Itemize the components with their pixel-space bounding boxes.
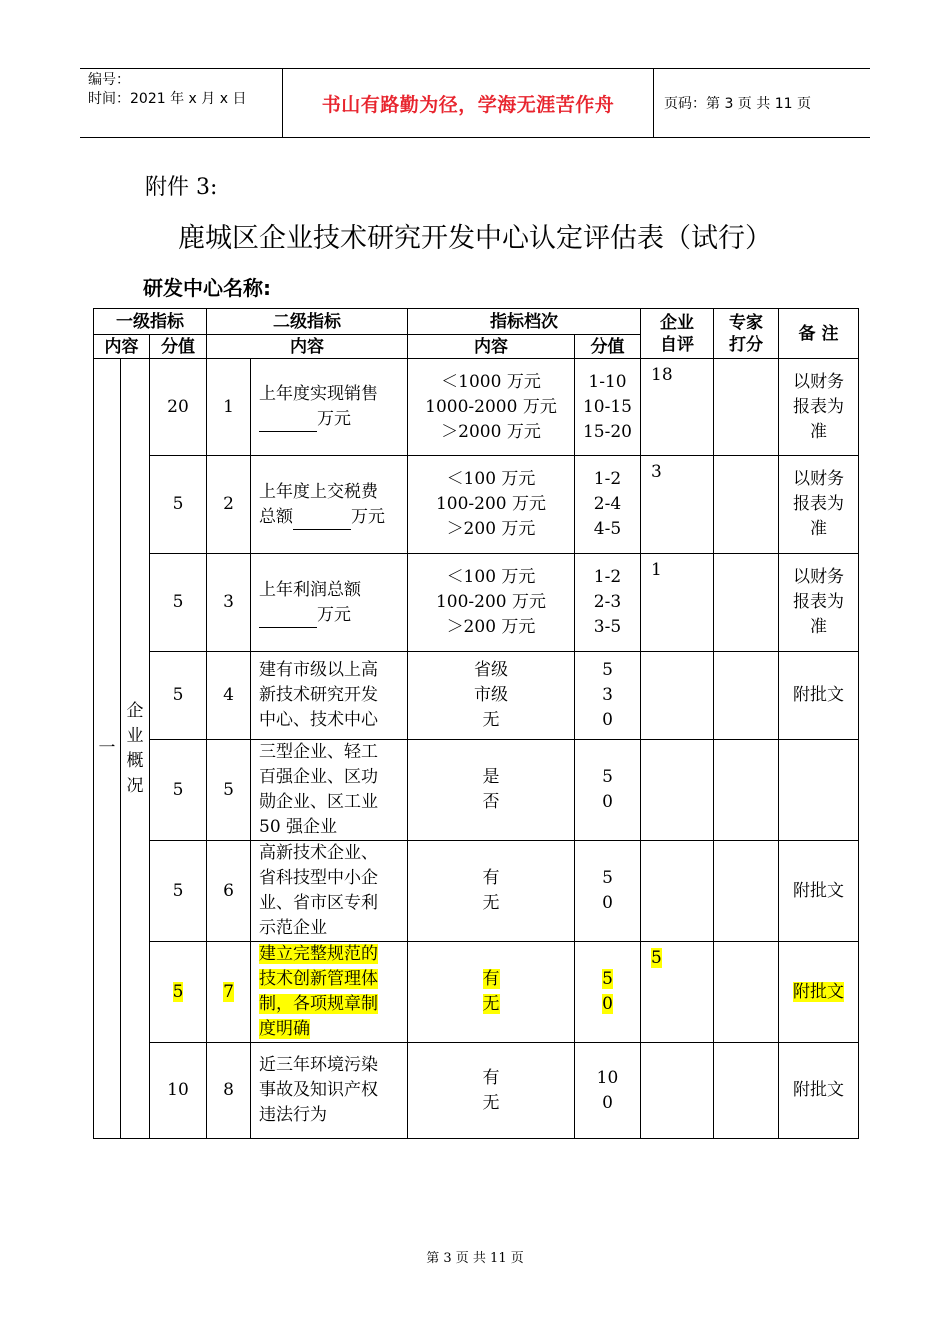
row-content-line xyxy=(259,992,407,1017)
row-self-eval: 18 xyxy=(641,359,714,456)
unit-text: 万元 xyxy=(351,506,385,527)
row-self-eval xyxy=(641,652,714,740)
points-line: 0 xyxy=(602,710,613,730)
grade-line xyxy=(408,992,574,1017)
head-l2-content: 内容 xyxy=(207,335,408,359)
row-content xyxy=(251,942,408,1043)
grade-line xyxy=(408,967,574,992)
row-content-line xyxy=(259,967,407,992)
row-self-eval: 3 xyxy=(641,456,714,554)
highlight-mark: 7 xyxy=(223,981,234,1002)
row-content-line: 50 强企业 xyxy=(259,817,338,837)
row-remark xyxy=(779,554,859,652)
head-grade: 指标档次 xyxy=(408,309,641,335)
points-line: 5 xyxy=(602,868,613,888)
table-row xyxy=(94,652,859,740)
head-level2: 二级指标 xyxy=(207,309,408,335)
row-content-line: 近三年环境污染 xyxy=(259,1055,378,1075)
number-label: 编号： xyxy=(88,72,130,88)
row-remark xyxy=(779,359,859,456)
row-content-line: 建有市级以上高 xyxy=(259,660,378,680)
table-row-highlighted xyxy=(94,942,859,1043)
fill-blank[interactable] xyxy=(259,609,317,628)
points-line: 10-15 xyxy=(582,396,632,417)
grade-line: 有 xyxy=(482,868,500,888)
table-row xyxy=(94,740,859,841)
row-content-line: 新技术研究开发 xyxy=(259,685,378,705)
row-points xyxy=(575,841,641,942)
points-line: 3 xyxy=(602,685,613,705)
table-row xyxy=(94,1043,859,1139)
group-name-char: 业 xyxy=(126,725,144,746)
row-content-line: 违法行为 xyxy=(259,1105,327,1125)
row-content-line: 高新技术企业、 xyxy=(259,843,378,863)
grade-line: ＜100 万元 xyxy=(446,469,536,489)
points-line: 4-5 xyxy=(593,519,622,539)
row-score: 5 xyxy=(150,456,207,554)
unit-text: 万元 xyxy=(317,604,351,625)
header-row-1 xyxy=(94,309,859,335)
points-line xyxy=(575,992,640,1017)
row-self-eval xyxy=(641,841,714,942)
row-score: 5 xyxy=(150,554,207,652)
group-number: 一 xyxy=(94,359,121,1139)
page-header xyxy=(80,68,870,138)
highlight-mark: 5 xyxy=(602,969,613,989)
head-expert xyxy=(714,309,779,359)
points-line: 10 xyxy=(596,1067,619,1088)
head-self-eval xyxy=(641,309,714,359)
row-points xyxy=(575,740,641,841)
row-content-line xyxy=(259,407,407,432)
grade-line: ＞2000 万元 xyxy=(441,421,541,442)
row-points xyxy=(575,942,641,1043)
row-remark xyxy=(779,652,859,740)
points-line: 3-5 xyxy=(593,617,622,637)
remark-line: 以财务 xyxy=(793,567,844,587)
points-line: 1-10 xyxy=(588,371,627,392)
row-grade xyxy=(408,359,575,456)
table-row xyxy=(94,841,859,942)
remark-line: 报表为 xyxy=(793,494,844,514)
group-name-char: 概 xyxy=(126,750,144,771)
points-line: 5 xyxy=(602,767,613,787)
points-line: 0 xyxy=(602,1092,613,1113)
row-content-line: 三型企业、轻工 xyxy=(259,742,378,762)
head-self-eval-line1: 企业 xyxy=(660,312,694,333)
row-grade xyxy=(408,554,575,652)
highlight-mark: 0 xyxy=(602,994,613,1014)
points-line xyxy=(575,967,640,992)
row-content-line: 勋企业、区工业 xyxy=(259,792,378,812)
row-expert xyxy=(714,456,779,554)
row-number: 6 xyxy=(207,841,251,942)
row-expert xyxy=(714,554,779,652)
points-line: 1-2 xyxy=(593,567,622,587)
row-content xyxy=(251,554,408,652)
row-grade xyxy=(408,841,575,942)
row-grade xyxy=(408,1043,575,1139)
row-score xyxy=(150,942,207,1043)
highlight-mark: 技术创新管理体 xyxy=(259,969,378,989)
grade-line: 无 xyxy=(482,893,500,913)
row-content-line: 上年度实现销售 xyxy=(259,384,378,404)
group-name-char: 况 xyxy=(126,775,144,796)
attachment-label: 附件 3: xyxy=(145,175,218,200)
row-content-line: 上年利润总额 xyxy=(259,579,361,600)
header-page-cell xyxy=(654,69,870,137)
points-line: 15-20 xyxy=(582,421,632,442)
group-name xyxy=(121,359,150,1139)
row-points xyxy=(575,554,641,652)
row-remark xyxy=(779,456,859,554)
grade-line: 100-200 万元 xyxy=(435,592,547,612)
row-grade xyxy=(408,456,575,554)
row-number: 4 xyxy=(207,652,251,740)
head-content: 内容 xyxy=(94,335,150,359)
row-content xyxy=(251,740,408,841)
row-number xyxy=(207,942,251,1043)
grade-line: 省级 xyxy=(474,660,508,680)
row-points xyxy=(575,359,641,456)
remark-line: 以财务 xyxy=(793,371,844,392)
row-content xyxy=(251,652,408,740)
row-content-line: 中心、技术中心 xyxy=(259,710,378,730)
row-expert xyxy=(714,652,779,740)
header-meta-cell xyxy=(80,69,283,137)
remark-line: 准 xyxy=(810,519,827,539)
row-number: 2 xyxy=(207,456,251,554)
row-self-eval xyxy=(641,942,714,1043)
row-grade xyxy=(408,740,575,841)
grade-line: 有 xyxy=(482,1067,500,1088)
remark-line: 报表为 xyxy=(793,592,844,612)
time-label: 时间：2021 年 x 月 x 日 xyxy=(88,91,247,107)
remark-line xyxy=(779,980,858,1005)
row-expert xyxy=(714,841,779,942)
remark-line: 准 xyxy=(810,421,827,442)
grade-line: ＞200 万元 xyxy=(446,519,536,539)
points-line: 2-3 xyxy=(593,592,622,612)
row-content-line: 省科技型中小企 xyxy=(259,868,378,888)
highlight-mark: 建立完整规范的 xyxy=(259,944,378,964)
page-footer: 第 3 页 共 11 页 xyxy=(426,1251,524,1266)
highlight-mark: 5 xyxy=(172,981,184,1002)
row-number: 1 xyxy=(207,359,251,456)
highlight-mark: 度明确 xyxy=(259,1019,310,1039)
row-score: 10 xyxy=(150,1043,207,1139)
remark-line: 以财务 xyxy=(793,469,844,489)
row-grade xyxy=(408,652,575,740)
table-row xyxy=(94,456,859,554)
head-remark: 备 注 xyxy=(779,309,859,359)
row-remark xyxy=(779,841,859,942)
row-content-line xyxy=(259,1017,407,1042)
head-grade-content: 内容 xyxy=(408,335,575,359)
header-motto-cell xyxy=(283,69,654,137)
grade-line: ＜1000 万元 xyxy=(441,371,541,392)
row-points xyxy=(575,652,641,740)
row-content-line xyxy=(259,505,407,530)
row-expert xyxy=(714,942,779,1043)
points-line: 0 xyxy=(602,792,613,812)
points-line: 1-2 xyxy=(593,469,622,489)
highlight-mark: 制，各项规章制 xyxy=(259,994,378,1014)
document-title: 鹿城区企业技术研究开发中心认定评估表（试行） xyxy=(178,223,772,254)
row-content xyxy=(251,1043,408,1139)
row-grade xyxy=(408,942,575,1043)
fill-blank[interactable] xyxy=(259,413,317,432)
group-name-char: 企 xyxy=(126,700,144,721)
highlight-mark: 有 xyxy=(482,969,500,989)
page-info: 页码：第 3 页 共 11 页 xyxy=(664,96,811,112)
points-line: 5 xyxy=(602,660,613,680)
row-content xyxy=(251,359,408,456)
row-points xyxy=(575,456,641,554)
center-name-label: 研发中心名称: xyxy=(143,276,271,300)
grade-line: 否 xyxy=(482,792,500,812)
unit-text: 万元 xyxy=(317,409,351,429)
row-expert xyxy=(714,359,779,456)
head-score: 分值 xyxy=(150,335,207,359)
remark-line: 准 xyxy=(810,617,827,637)
remark-line: 报表为 xyxy=(793,396,844,417)
highlight-mark: 附批文 xyxy=(793,981,844,1002)
row-content-line xyxy=(259,603,407,628)
row-number: 5 xyxy=(207,740,251,841)
grade-line: 100-200 万元 xyxy=(435,494,547,514)
evaluation-table xyxy=(93,308,859,1139)
grade-line: 1000-2000 万元 xyxy=(425,396,557,417)
grade-line: 无 xyxy=(482,710,500,730)
row-content xyxy=(251,841,408,942)
table-row xyxy=(94,554,859,652)
table-row xyxy=(94,359,859,456)
grade-line: ＜100 万元 xyxy=(446,567,536,587)
row-score: 5 xyxy=(150,841,207,942)
row-content-line: 示范企业 xyxy=(259,918,327,938)
remark-line: 附批文 xyxy=(793,880,844,901)
head-grade-score: 分值 xyxy=(575,335,641,359)
highlight-mark: 无 xyxy=(482,994,500,1014)
row-content-line: 上年度上交税费 xyxy=(259,481,378,502)
row-number: 8 xyxy=(207,1043,251,1139)
grade-line: 无 xyxy=(482,1092,500,1113)
row-remark xyxy=(779,942,859,1043)
row-number: 3 xyxy=(207,554,251,652)
content-text: 总额 xyxy=(259,506,293,527)
row-remark xyxy=(779,1043,859,1139)
row-self-eval xyxy=(641,740,714,841)
row-score: 20 xyxy=(150,359,207,456)
row-points xyxy=(575,1043,641,1139)
points-line: 2-4 xyxy=(593,494,622,514)
row-content xyxy=(251,456,408,554)
row-score: 5 xyxy=(150,740,207,841)
highlight-mark: 5 xyxy=(651,948,662,968)
head-expert-line1: 专家 xyxy=(729,312,763,333)
remark-line: 附批文 xyxy=(793,685,844,705)
grade-line: ＞200 万元 xyxy=(446,617,536,637)
grade-line: 市级 xyxy=(474,685,508,705)
head-self-eval-line2: 自评 xyxy=(660,334,694,355)
remark-line: 附批文 xyxy=(793,1080,844,1100)
row-content-line: 业、省市区专利 xyxy=(259,893,378,913)
points-line: 0 xyxy=(602,893,613,913)
row-score: 5 xyxy=(150,652,207,740)
row-content-line: 事故及知识产权 xyxy=(259,1080,378,1100)
row-remark xyxy=(779,740,859,841)
grade-line: 是 xyxy=(482,767,500,787)
row-self-eval: 1 xyxy=(641,554,714,652)
row-content-line: 百强企业、区功 xyxy=(259,767,378,787)
row-self-eval xyxy=(641,1043,714,1139)
head-expert-line2: 打分 xyxy=(729,334,763,355)
row-expert xyxy=(714,740,779,841)
row-content-line xyxy=(259,942,407,967)
motto-text: 书山有路勤为径，学海无涯苦作舟 xyxy=(321,93,615,116)
row-expert xyxy=(714,1043,779,1139)
fill-blank[interactable] xyxy=(293,511,351,530)
head-level1: 一级指标 xyxy=(94,309,207,335)
